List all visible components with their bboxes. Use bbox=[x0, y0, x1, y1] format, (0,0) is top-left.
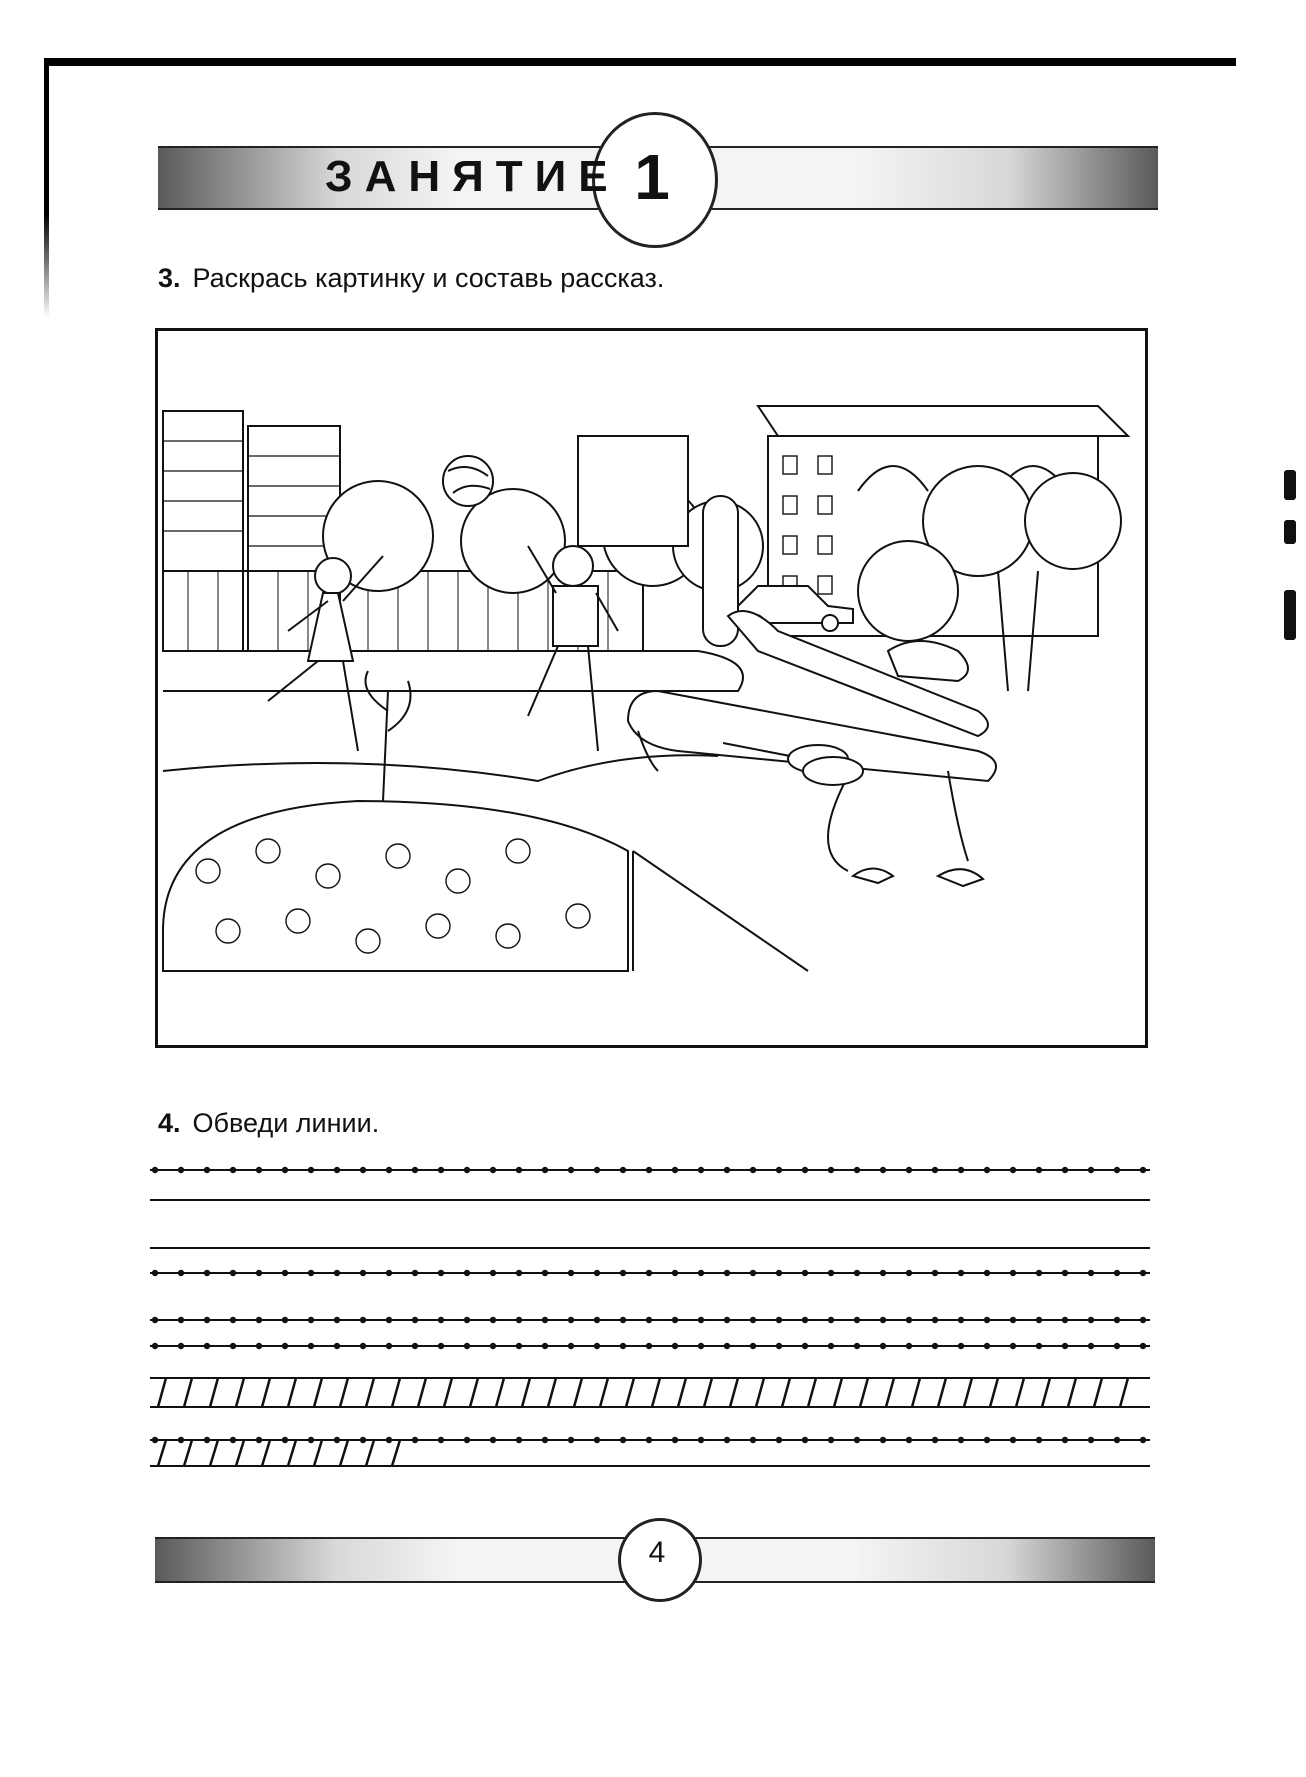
tracing-dot bbox=[230, 1167, 236, 1173]
tracing-dot bbox=[282, 1437, 288, 1443]
tracing-dot bbox=[516, 1437, 522, 1443]
tracing-dot bbox=[958, 1437, 964, 1443]
tracing-slash bbox=[574, 1378, 582, 1407]
tracing-dot bbox=[672, 1167, 678, 1173]
tracing-dot bbox=[776, 1437, 782, 1443]
tracing-dot bbox=[750, 1437, 756, 1443]
tracing-dot bbox=[594, 1343, 600, 1349]
tracing-dot bbox=[646, 1270, 652, 1276]
tracing-slash bbox=[262, 1440, 270, 1466]
tracing-dot bbox=[152, 1343, 158, 1349]
tracing-slash bbox=[288, 1440, 296, 1466]
tracing-dot bbox=[412, 1437, 418, 1443]
tracing-slash bbox=[990, 1378, 998, 1407]
tracing-dot bbox=[386, 1317, 392, 1323]
tracing-slash bbox=[600, 1378, 608, 1407]
tracing-dot bbox=[178, 1270, 184, 1276]
tracing-dot bbox=[256, 1437, 262, 1443]
tracing-dot bbox=[1114, 1167, 1120, 1173]
tracing-dot bbox=[1062, 1270, 1068, 1276]
tracing-dot bbox=[178, 1343, 184, 1349]
tracing-dot bbox=[984, 1343, 990, 1349]
tracing-dot bbox=[1088, 1343, 1094, 1349]
task-4-text: Обведи линии. bbox=[192, 1108, 380, 1138]
tracing-dot bbox=[620, 1317, 626, 1323]
tracing-dot bbox=[1010, 1437, 1016, 1443]
tracing-dot bbox=[828, 1270, 834, 1276]
tracing-dot bbox=[568, 1343, 574, 1349]
tracing-dot bbox=[464, 1270, 470, 1276]
tracing-dot bbox=[334, 1270, 340, 1276]
tracing-dot bbox=[308, 1270, 314, 1276]
tracing-dot bbox=[542, 1343, 548, 1349]
tracing-dot bbox=[438, 1317, 444, 1323]
lesson-number: 1 bbox=[634, 141, 670, 213]
tracing-slash bbox=[392, 1440, 400, 1466]
tracing-dot bbox=[542, 1167, 548, 1173]
tracing-dot bbox=[386, 1270, 392, 1276]
tracing-dot bbox=[542, 1317, 548, 1323]
tracing-dot bbox=[282, 1317, 288, 1323]
tracing-dot bbox=[516, 1343, 522, 1349]
tracing-slash bbox=[522, 1378, 530, 1407]
tracing-dot bbox=[1062, 1167, 1068, 1173]
tracing-dot bbox=[854, 1343, 860, 1349]
tracing-slash bbox=[470, 1378, 478, 1407]
tracing-dot bbox=[334, 1317, 340, 1323]
tracing-dot bbox=[360, 1317, 366, 1323]
tracing-slash bbox=[1068, 1378, 1076, 1407]
tracing-dot bbox=[386, 1167, 392, 1173]
tracing-dot bbox=[438, 1437, 444, 1443]
tracing-dot bbox=[698, 1167, 704, 1173]
tracing-dot bbox=[412, 1167, 418, 1173]
tracing-dot bbox=[412, 1343, 418, 1349]
tracing-dot bbox=[516, 1167, 522, 1173]
tracing-dot bbox=[1010, 1270, 1016, 1276]
tracing-dot bbox=[620, 1270, 626, 1276]
tracing-slash bbox=[236, 1440, 244, 1466]
tracing-dot bbox=[802, 1270, 808, 1276]
tracing-dot bbox=[178, 1167, 184, 1173]
tracing-dot bbox=[1140, 1343, 1146, 1349]
tracing-dot bbox=[386, 1343, 392, 1349]
tracing-slash bbox=[236, 1378, 244, 1407]
tracing-slash bbox=[808, 1378, 816, 1407]
tracing-dot bbox=[204, 1437, 210, 1443]
tracing-dot bbox=[464, 1317, 470, 1323]
tracing-dot bbox=[1114, 1437, 1120, 1443]
tracing-dot bbox=[438, 1167, 444, 1173]
tracing-dot bbox=[1036, 1167, 1042, 1173]
tracing-dot bbox=[334, 1437, 340, 1443]
tracing-dot bbox=[152, 1270, 158, 1276]
tracing-dot bbox=[776, 1167, 782, 1173]
tracing-dot bbox=[334, 1343, 340, 1349]
tracing-dot bbox=[204, 1343, 210, 1349]
lesson-title: ЗАНЯТИЕ bbox=[325, 152, 620, 201]
tracing-dot bbox=[282, 1343, 288, 1349]
tracing-dot bbox=[568, 1270, 574, 1276]
tracing-dot bbox=[750, 1270, 756, 1276]
tracing-dot bbox=[1036, 1270, 1042, 1276]
tracing-slash bbox=[314, 1440, 322, 1466]
tracing-dot bbox=[984, 1317, 990, 1323]
tracing-slash bbox=[262, 1378, 270, 1407]
tracing-dot bbox=[386, 1437, 392, 1443]
tracing-dot bbox=[1010, 1317, 1016, 1323]
tracing-dot bbox=[282, 1167, 288, 1173]
tracing-dot bbox=[230, 1317, 236, 1323]
tracing-slash bbox=[1120, 1378, 1128, 1407]
tracing-dot bbox=[334, 1167, 340, 1173]
tracing-dot bbox=[1140, 1437, 1146, 1443]
tracing-dot bbox=[880, 1317, 886, 1323]
tracing-slash bbox=[1016, 1378, 1024, 1407]
tracing-dot bbox=[516, 1270, 522, 1276]
tracing-dot bbox=[204, 1317, 210, 1323]
tracing-dot bbox=[880, 1270, 886, 1276]
tracing-dot bbox=[984, 1167, 990, 1173]
tracing-dot bbox=[1114, 1343, 1120, 1349]
scan-edge-mark bbox=[1284, 520, 1296, 544]
tracing-dot bbox=[724, 1270, 730, 1276]
tracing-dot bbox=[828, 1343, 834, 1349]
tracing-slash bbox=[626, 1378, 634, 1407]
tracing-dot bbox=[1036, 1437, 1042, 1443]
tracing-dot bbox=[672, 1270, 678, 1276]
tracing-dot bbox=[802, 1317, 808, 1323]
tracing-dot bbox=[672, 1317, 678, 1323]
tracing-slash bbox=[184, 1378, 192, 1407]
tracing-dot bbox=[490, 1317, 496, 1323]
tracing-slash bbox=[1094, 1378, 1102, 1407]
page-frame-top bbox=[44, 58, 1236, 66]
tracing-dot bbox=[802, 1437, 808, 1443]
tracing-dot bbox=[256, 1167, 262, 1173]
tracing-dot bbox=[542, 1270, 548, 1276]
tracing-dot bbox=[152, 1437, 158, 1443]
tracing-dot bbox=[698, 1437, 704, 1443]
tracing-dot bbox=[958, 1317, 964, 1323]
tracing-slash bbox=[938, 1378, 946, 1407]
tracing-dot bbox=[932, 1270, 938, 1276]
tracing-slash bbox=[340, 1378, 348, 1407]
tracing-dot bbox=[958, 1270, 964, 1276]
tracing-slash bbox=[1042, 1378, 1050, 1407]
tracing-slash bbox=[340, 1440, 348, 1466]
tracing-dot bbox=[1036, 1317, 1042, 1323]
tracing-slash bbox=[184, 1440, 192, 1466]
tracing-dot bbox=[594, 1437, 600, 1443]
tracing-slash bbox=[652, 1378, 660, 1407]
tracing-dot bbox=[1088, 1167, 1094, 1173]
tracing-dot bbox=[880, 1437, 886, 1443]
tracing-dot bbox=[932, 1437, 938, 1443]
page-frame-left bbox=[44, 58, 49, 318]
tracing-dot bbox=[1010, 1343, 1016, 1349]
tracing-dot bbox=[776, 1317, 782, 1323]
task-3-instruction bbox=[158, 263, 664, 294]
tracing-dot bbox=[828, 1437, 834, 1443]
tracing-dot bbox=[906, 1167, 912, 1173]
tracing-dot bbox=[698, 1270, 704, 1276]
task-4-instruction bbox=[158, 1108, 379, 1139]
tracing-slash bbox=[548, 1378, 556, 1407]
tracing-dot bbox=[1114, 1270, 1120, 1276]
tracing-dot bbox=[698, 1317, 704, 1323]
tracing-dot bbox=[646, 1343, 652, 1349]
tracing-dot bbox=[178, 1437, 184, 1443]
tracing-slash bbox=[756, 1378, 764, 1407]
tracing-dot bbox=[724, 1317, 730, 1323]
tracing-dot bbox=[1114, 1317, 1120, 1323]
park-scene-icon bbox=[155, 328, 1148, 1048]
tracing-dot bbox=[594, 1317, 600, 1323]
tracing-dot bbox=[464, 1167, 470, 1173]
tracing-dot bbox=[490, 1437, 496, 1443]
tracing-dot bbox=[1036, 1343, 1042, 1349]
tracing-dot bbox=[1140, 1270, 1146, 1276]
tracing-dot bbox=[802, 1343, 808, 1349]
tracing-slash bbox=[704, 1378, 712, 1407]
task-4-number: 4. bbox=[158, 1108, 181, 1138]
tracing-dot bbox=[620, 1167, 626, 1173]
tracing-slash bbox=[158, 1440, 166, 1466]
tracing-dot bbox=[854, 1270, 860, 1276]
tracing-slash bbox=[886, 1378, 894, 1407]
tracing-slash bbox=[782, 1378, 790, 1407]
task-3-number: 3. bbox=[158, 263, 181, 293]
tracing-slash bbox=[210, 1378, 218, 1407]
tracing-slash bbox=[678, 1378, 686, 1407]
tracing-dot bbox=[256, 1343, 262, 1349]
tracing-dot bbox=[854, 1317, 860, 1323]
tracing-dot bbox=[1010, 1167, 1016, 1173]
tracing-dot bbox=[906, 1343, 912, 1349]
tracing-slash bbox=[418, 1378, 426, 1407]
tracing-dot bbox=[724, 1437, 730, 1443]
tracing-dot bbox=[1062, 1343, 1068, 1349]
park-scene-drawing bbox=[158, 331, 1148, 1048]
tracing-dot bbox=[152, 1317, 158, 1323]
tracing-dot bbox=[906, 1437, 912, 1443]
tracing-dot bbox=[438, 1343, 444, 1349]
tracing-dot bbox=[490, 1343, 496, 1349]
tracing-slash bbox=[158, 1378, 166, 1407]
tracing-dot bbox=[490, 1167, 496, 1173]
task-3-text: Раскрась картинку и составь рассказ. bbox=[192, 263, 665, 293]
tracing-dot bbox=[360, 1343, 366, 1349]
tracing-slash bbox=[834, 1378, 842, 1407]
tracing-slash bbox=[912, 1378, 920, 1407]
tracing-slash bbox=[288, 1378, 296, 1407]
tracing-slash bbox=[730, 1378, 738, 1407]
tracing-dot bbox=[230, 1437, 236, 1443]
tracing-slash bbox=[444, 1378, 452, 1407]
tracing-dot bbox=[464, 1343, 470, 1349]
tracing-dot bbox=[672, 1343, 678, 1349]
tracing-dot bbox=[438, 1270, 444, 1276]
tracing-dot bbox=[984, 1270, 990, 1276]
scan-edge-mark bbox=[1284, 470, 1296, 500]
tracing-dot bbox=[646, 1437, 652, 1443]
tracing-dot bbox=[776, 1270, 782, 1276]
tracing-dot bbox=[204, 1270, 210, 1276]
tracing-dot bbox=[1062, 1317, 1068, 1323]
tracing-dot bbox=[646, 1167, 652, 1173]
tracing-dot bbox=[1062, 1437, 1068, 1443]
tracing-dot bbox=[256, 1270, 262, 1276]
tracing-slash bbox=[860, 1378, 868, 1407]
tracing-dot bbox=[594, 1167, 600, 1173]
tracing-dot bbox=[1088, 1317, 1094, 1323]
tracing-dot bbox=[958, 1343, 964, 1349]
tracing-dot bbox=[672, 1437, 678, 1443]
tracing-dot bbox=[724, 1167, 730, 1173]
tracing-slash bbox=[964, 1378, 972, 1407]
tracing-dot bbox=[282, 1270, 288, 1276]
tracing-dot bbox=[698, 1343, 704, 1349]
tracing-lines-icon bbox=[150, 1160, 1160, 1470]
tracing-dot bbox=[880, 1167, 886, 1173]
tracing-dot bbox=[958, 1167, 964, 1173]
tracing-dot bbox=[1140, 1317, 1146, 1323]
scan-edge-mark bbox=[1284, 590, 1296, 640]
tracing-dot bbox=[906, 1270, 912, 1276]
tracing-dot bbox=[178, 1317, 184, 1323]
tracing-dot bbox=[984, 1437, 990, 1443]
tracing-dot bbox=[204, 1167, 210, 1173]
tracing-dot bbox=[932, 1343, 938, 1349]
tracing-slash bbox=[314, 1378, 322, 1407]
tracing-dot bbox=[750, 1343, 756, 1349]
tracing-dot bbox=[308, 1317, 314, 1323]
tracing-dot bbox=[594, 1270, 600, 1276]
page-number: 4 bbox=[648, 1536, 666, 1569]
tracing-dot bbox=[932, 1317, 938, 1323]
tracing-dot bbox=[256, 1317, 262, 1323]
tracing-dot bbox=[906, 1317, 912, 1323]
tracing-slash bbox=[366, 1440, 374, 1466]
tracing-dot bbox=[308, 1167, 314, 1173]
tracing-dot bbox=[230, 1270, 236, 1276]
tracing-dot bbox=[464, 1437, 470, 1443]
tracing-dot bbox=[308, 1437, 314, 1443]
tracing-dot bbox=[152, 1167, 158, 1173]
tracing-slash bbox=[496, 1378, 504, 1407]
tracing-dot bbox=[568, 1317, 574, 1323]
tracing-dot bbox=[776, 1343, 782, 1349]
tracing-dot bbox=[880, 1343, 886, 1349]
tracing-dot bbox=[308, 1343, 314, 1349]
tracing-dot bbox=[620, 1343, 626, 1349]
tracing-dot bbox=[854, 1437, 860, 1443]
tracing-dot bbox=[620, 1437, 626, 1443]
tracing-dot bbox=[516, 1317, 522, 1323]
tracing-dot bbox=[360, 1437, 366, 1443]
tracing-dot bbox=[1088, 1437, 1094, 1443]
tracing-dot bbox=[230, 1343, 236, 1349]
tracing-dot bbox=[646, 1317, 652, 1323]
tracing-dot bbox=[932, 1167, 938, 1173]
tracing-dot bbox=[568, 1167, 574, 1173]
tracing-slash bbox=[366, 1378, 374, 1407]
tracing-dot bbox=[568, 1437, 574, 1443]
tracing-dot bbox=[750, 1317, 756, 1323]
tracing-dot bbox=[1140, 1167, 1146, 1173]
tracing-dot bbox=[490, 1270, 496, 1276]
tracing-dot bbox=[1088, 1270, 1094, 1276]
tracing-dot bbox=[412, 1270, 418, 1276]
tracing-slash bbox=[210, 1440, 218, 1466]
tracing-slash bbox=[392, 1378, 400, 1407]
tracing-dot bbox=[360, 1270, 366, 1276]
tracing-dot bbox=[360, 1167, 366, 1173]
tracing-dot bbox=[854, 1167, 860, 1173]
tracing-dot bbox=[724, 1343, 730, 1349]
tracing-dot bbox=[412, 1317, 418, 1323]
tracing-dot bbox=[750, 1167, 756, 1173]
tracing-dot bbox=[542, 1437, 548, 1443]
tracing-dot bbox=[828, 1167, 834, 1173]
tracing-dot bbox=[828, 1317, 834, 1323]
tracing-dot bbox=[802, 1167, 808, 1173]
